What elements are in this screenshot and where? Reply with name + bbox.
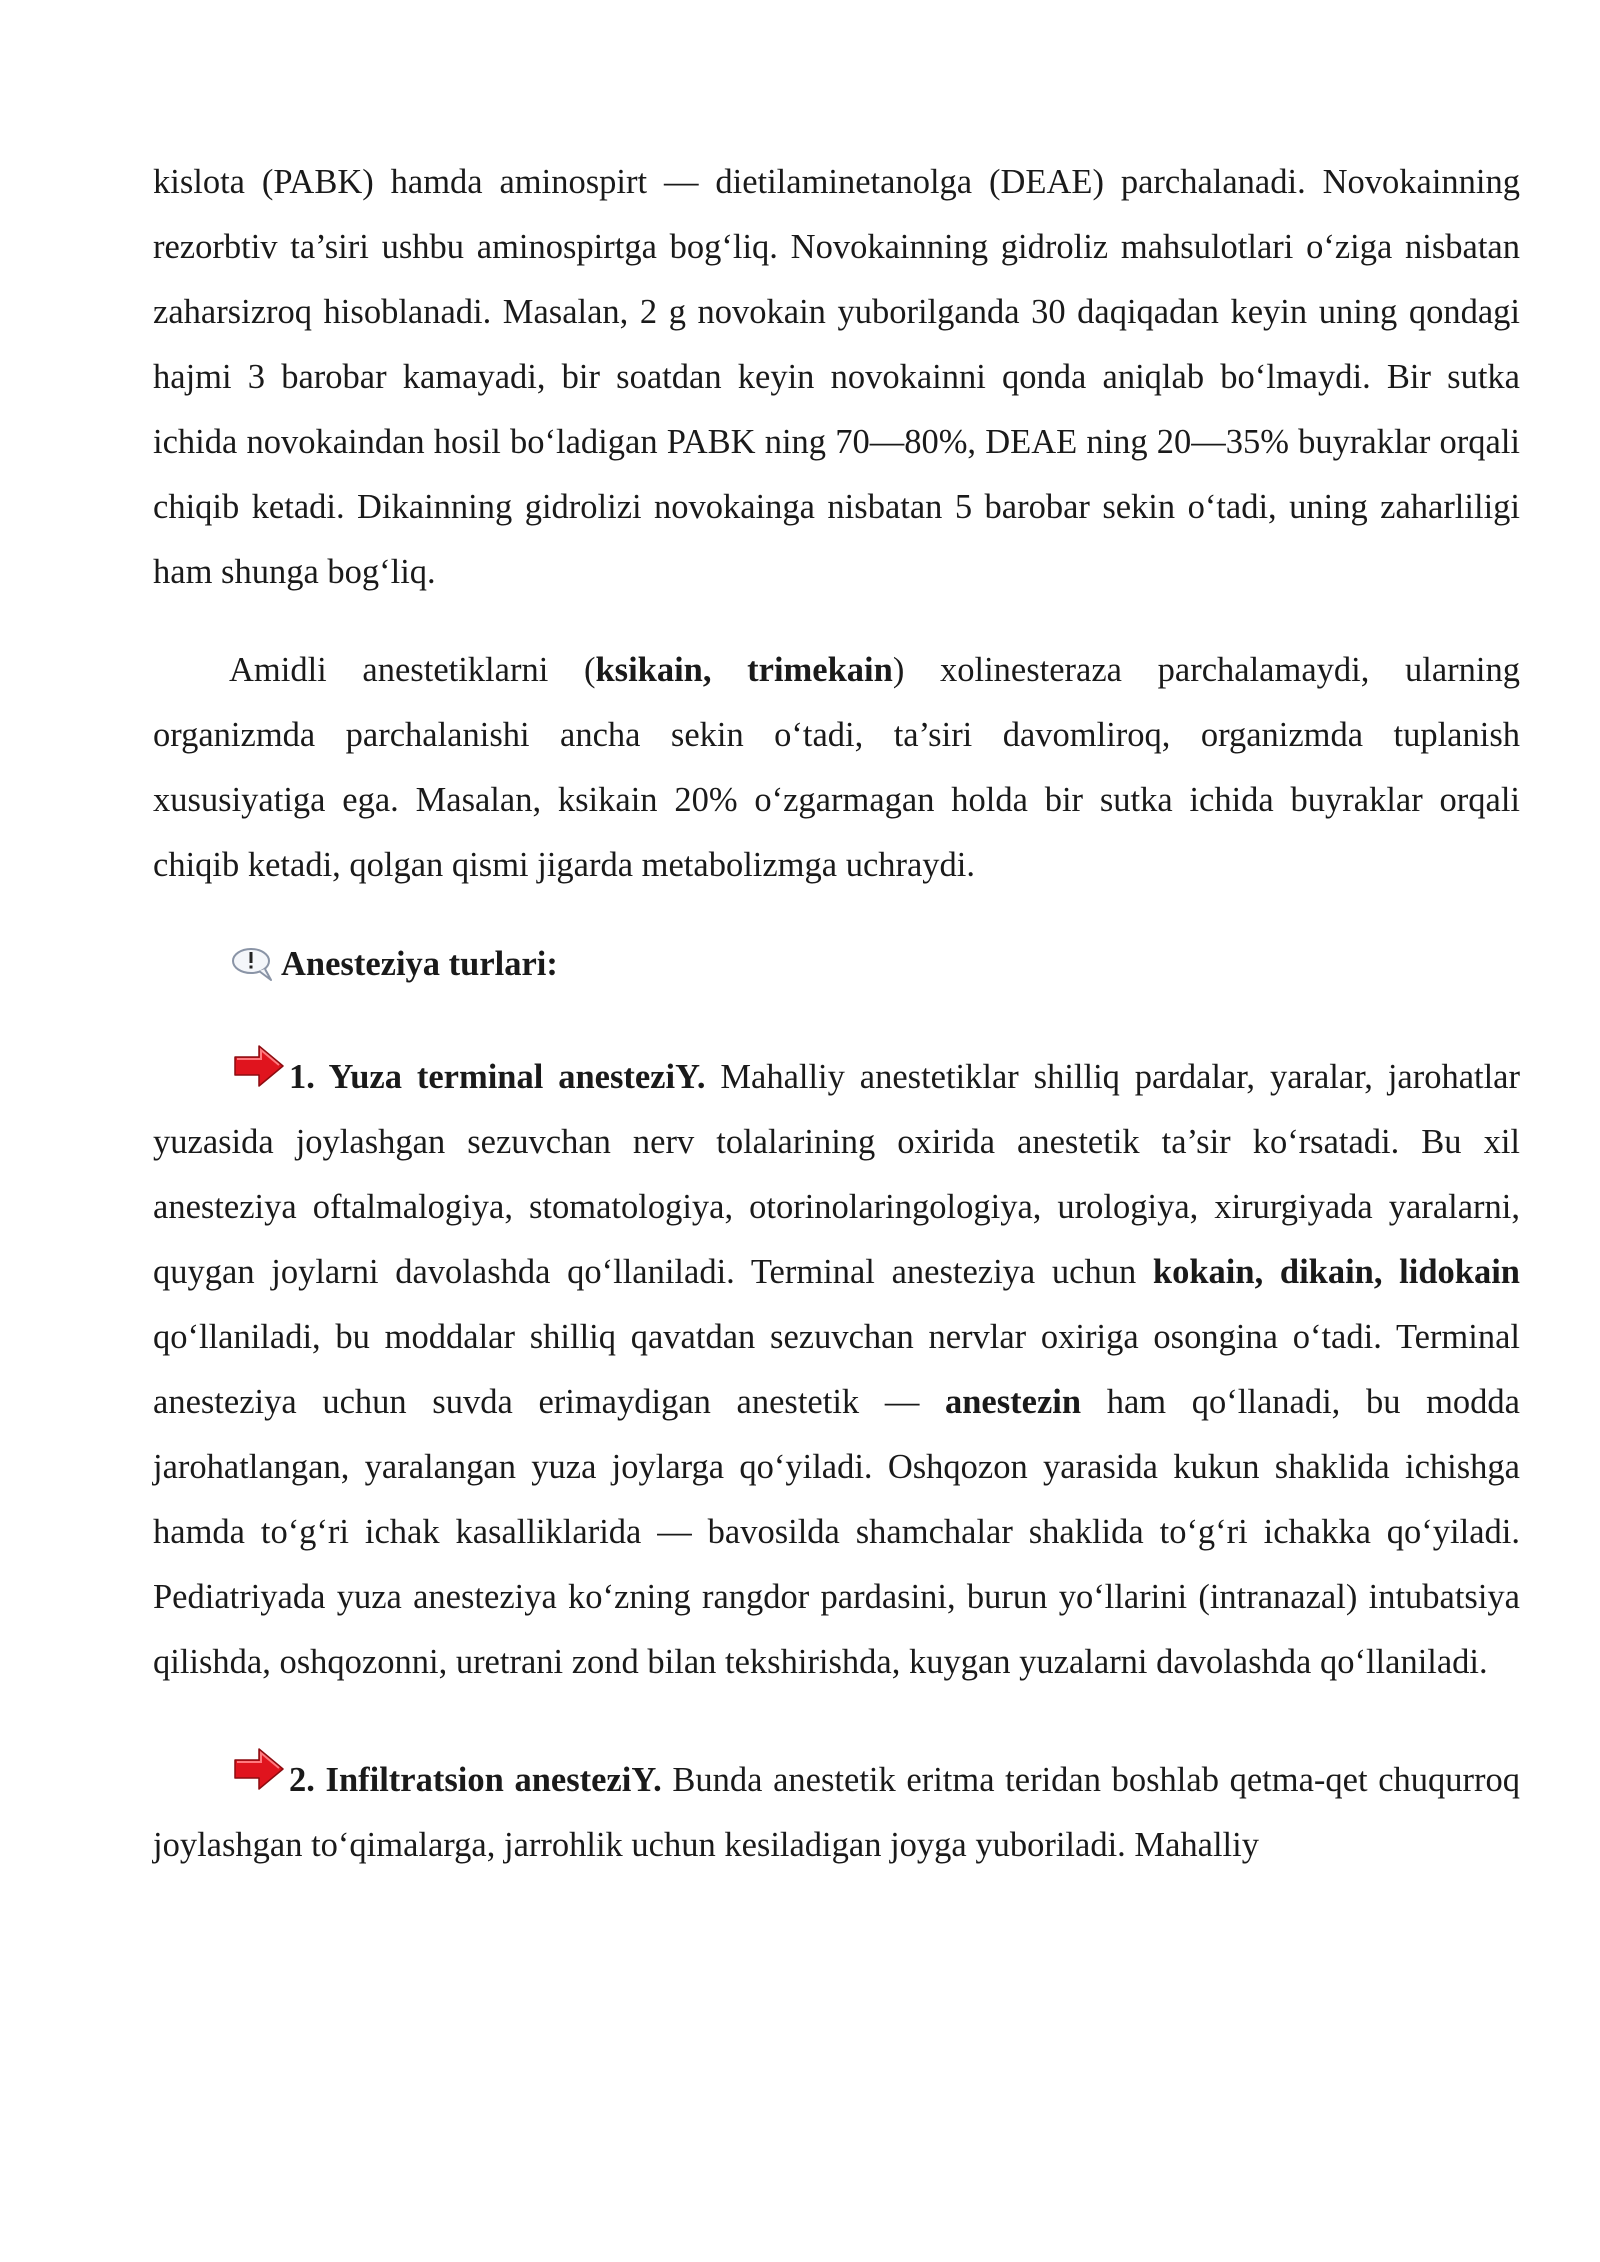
document-page xyxy=(153,150,1520,1878)
paragraph-hydrolysis: kislota (PABK) hamda aminospirt — dietilaminetanolga (DEAE) parchalanadi. Novokainning rezorbtiv ta’siri ushbu aminospirtga bog‘liq. Novokainning gidroliz mahsulotlari o‘ziga nisbatan zaharsizroq hisoblanadi. Masalan, 2 g novokain yuborilganda 30 daqiqadan keyin uning qondagi hajmi 3 barobar kamayadi, bir soatdan keyin novokainni qonda aniqlab bo‘lmaydi. Bir sutka ichida novokaindan hosil bo‘ladigan PABK ning 70—80%, DEAE ning 20—35% buyraklar orqali chiqib ketadi. Dikainning gidrolizi novokainga nisbatan 5 barobar sekin o‘tadi, uning zaharliligi ham shunga bog‘liq. xyxy=(153,163,1520,591)
paragraph-text: qo‘llaniladi, bu moddalar shilliq qavatdan sezuvchan nervlar oxiriga osongina o‘tadi. Terminal anesteziya uchun suvda erimaydigan anestetik — xyxy=(153,1318,1520,1421)
paragraph-amide-anesthetics xyxy=(153,638,1520,898)
paragraph-text: Bunda anestetik eritma teridan boshlab qetma-qet chuqurroq joylashgan to‘qimalarga, jarrohlik uchun kesiladigan joyga yuboriladi. Mahalliy xyxy=(153,1761,1520,1864)
list-item-infiltration-anesthesia xyxy=(153,1745,1520,1878)
red-arrow-right-icon xyxy=(229,1745,289,1793)
bold-term: kokain, dikain, lidokain xyxy=(1152,1253,1520,1291)
paragraph-text: ) xolinesteraza parchalamaydi, ularning organizmda parchalanishi ancha sekin o‘tadi, ta’siri davomliroq, organizmda tuplanish xususiyatiga ega. Masalan, ksikain 20% o‘zgarmagan holda bir sutka ichida buyraklar orqali chiqib ketadi, qolgan qismi jigarda metabolizmga uchraydi. xyxy=(153,651,1520,884)
paragraph-text: ham qo‘llanadi, bu modda jarohatlangan, yaralangan yuza joylarga qo‘yiladi. Oshqozon yarasida kukun shaklida ichishga hamda to‘g‘ri ichak kasalliklarida — bavosilda shamchalar shaklida to‘g‘ri ichakka qo‘yiladi. Pediatriyada yuza anesteziya ko‘zning rangdor pardasini, burun yo‘llarini (intranazal) intubatsiya qilishda, oshqozonni, uretrani zond bilan tekshirishda, kuygan yuzalarni davolashda qo‘llaniladi. xyxy=(153,1383,1520,1681)
section-heading-title: Anesteziya turlari: xyxy=(281,944,558,983)
speech-bubble-exclamation-icon xyxy=(229,944,281,984)
list-item-title: 2. Infiltratsion anesteziY. xyxy=(289,1761,662,1799)
section-heading xyxy=(153,934,1520,994)
bold-term: ksikain, trimekain xyxy=(595,651,893,689)
bold-term: anestezin xyxy=(944,1383,1082,1421)
list-item-surface-anesthesia xyxy=(153,1042,1520,1695)
list-item-title: 1. Yuza terminal anesteziY. xyxy=(289,1058,706,1096)
paragraph-text: Mahalliy anestetiklar shilliq pardalar, yaralar, jarohatlar yuzasida joylashgan sezuvchan nerv tolalarining oxirida anestetik ta’sir ko‘rsatadi. Bu xil anesteziya oftalmalogiya, stomatologiya, otorinolaringologiya, urologiya, xirurgiyada yaralarni, quygan joylarni davolashda qo‘llaniladi. Terminal anesteziya uchun xyxy=(153,1058,1520,1291)
red-arrow-right-icon xyxy=(229,1042,289,1090)
paragraph-text: Amidli anestetiklarni ( xyxy=(229,651,596,689)
